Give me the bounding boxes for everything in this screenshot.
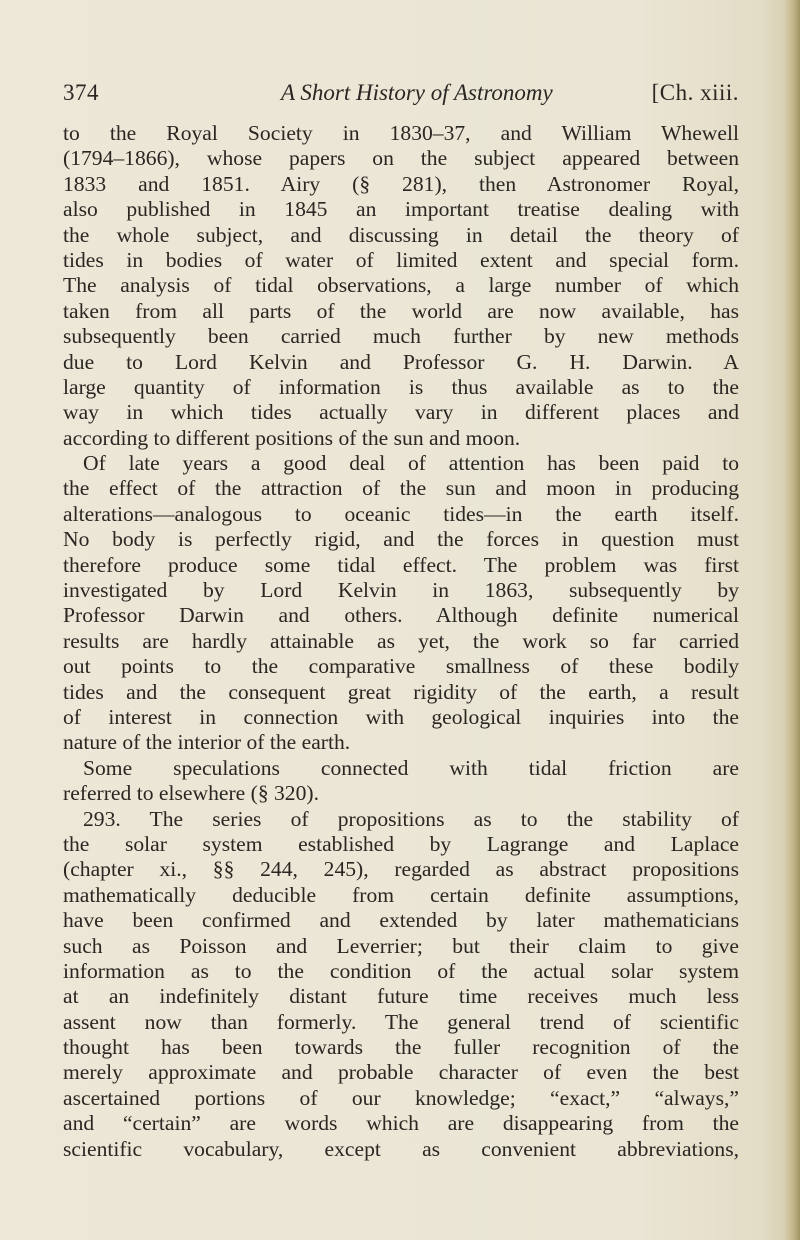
- text-line: 1833 and 1851. Airy (§ 281), then Astronomer Royal,: [63, 171, 739, 196]
- text-line: nature of the interior of the earth.: [63, 730, 351, 755]
- running-title: A Short History of Astronomy: [281, 80, 553, 105]
- text-line: (1794–1866), whose papers on the subject appeared between: [63, 146, 739, 171]
- text-line: way in which tides actually vary in different places and: [63, 400, 739, 425]
- chapter-label: [Ch. xiii.: [651, 80, 739, 105]
- text-line: merely approximate and probable character of even the best: [63, 1060, 739, 1085]
- text-line: due to Lord Kelvin and Professor G. H. Darwin. A: [63, 349, 739, 374]
- text-line: the solar system established by Lagrange and Laplace: [63, 831, 739, 856]
- text-line: and “certain” are words which are disappearing from the: [63, 1111, 739, 1136]
- text-line: Some speculations connected with tidal friction are: [83, 755, 739, 780]
- text-line: (chapter xi., §§ 244, 245), regarded as abstract propositions: [63, 857, 739, 882]
- text-line: large quantity of information is thus available as to the: [63, 374, 739, 399]
- text-line: also published in 1845 an important treatise dealing with: [63, 197, 739, 222]
- text-line: therefore produce some tidal effect. The problem was first: [63, 552, 739, 577]
- text-line: mathematically deducible from certain definite assumptions,: [63, 882, 739, 907]
- text-line: out points to the comparative smallness of these bodily: [63, 654, 739, 679]
- text-line: the whole subject, and discussing in detail the theory of: [63, 222, 739, 247]
- text-line: of interest in connection with geological inquiries into the: [63, 704, 739, 729]
- text-line: taken from all parts of the world are now available, has: [63, 298, 739, 323]
- section-293-start: 293. The series of propositions as to the stability of: [83, 806, 739, 831]
- text-line: thought has been towards the fuller recognition of the: [63, 1035, 739, 1060]
- text-line: scientific vocabulary, except as convenient abbreviations,: [63, 1136, 739, 1161]
- text-line: referred to elsewhere (§ 320).: [63, 781, 319, 806]
- text-line: tides and the consequent great rigidity of the earth, a result: [63, 679, 739, 704]
- text-line: subsequently been carried much further by new methods: [63, 324, 739, 349]
- text-line: according to different positions of the sun and moon.: [63, 425, 521, 450]
- text-line: No body is perfectly rigid, and the forces in question must: [63, 527, 739, 552]
- text-line: tides in bodies of water of limited extent and special form.: [63, 247, 739, 272]
- text-line: The analysis of tidal observations, a large number of which: [63, 273, 739, 298]
- text-line: have been confirmed and extended by later mathematicians: [63, 908, 739, 933]
- running-header: [63, 80, 739, 116]
- text-line: investigated by Lord Kelvin in 1863, subsequently by: [63, 578, 739, 603]
- text-line: at an indefinitely distant future time receives much less: [63, 984, 739, 1009]
- page-edge-shadow: [784, 0, 800, 1240]
- text-line: assent now than formerly. The general trend of scientific: [63, 1009, 739, 1034]
- text-line: ascertained portions of our knowledge; “exact,” “always,”: [63, 1085, 739, 1110]
- text-line: information as to the condition of the actual solar system: [63, 958, 739, 983]
- text-line: alterations—analogous to oceanic tides—in the earth itself.: [63, 501, 739, 526]
- text-line: results are hardly attainable as yet, the work so far carried: [63, 628, 739, 653]
- text-line: Professor Darwin and others. Although definite numerical: [63, 603, 739, 628]
- text-line: to the Royal Society in 1830–37, and William Whewell: [63, 121, 739, 145]
- text-line: such as Poisson and Leverrier; but their claim to give: [63, 933, 739, 958]
- page-number: 374: [63, 80, 99, 105]
- body-text: [63, 121, 739, 1162]
- text-line: the effect of the attraction of the sun and moon in producing: [63, 476, 739, 501]
- text-line: Of late years a good deal of attention has been paid to: [83, 451, 739, 476]
